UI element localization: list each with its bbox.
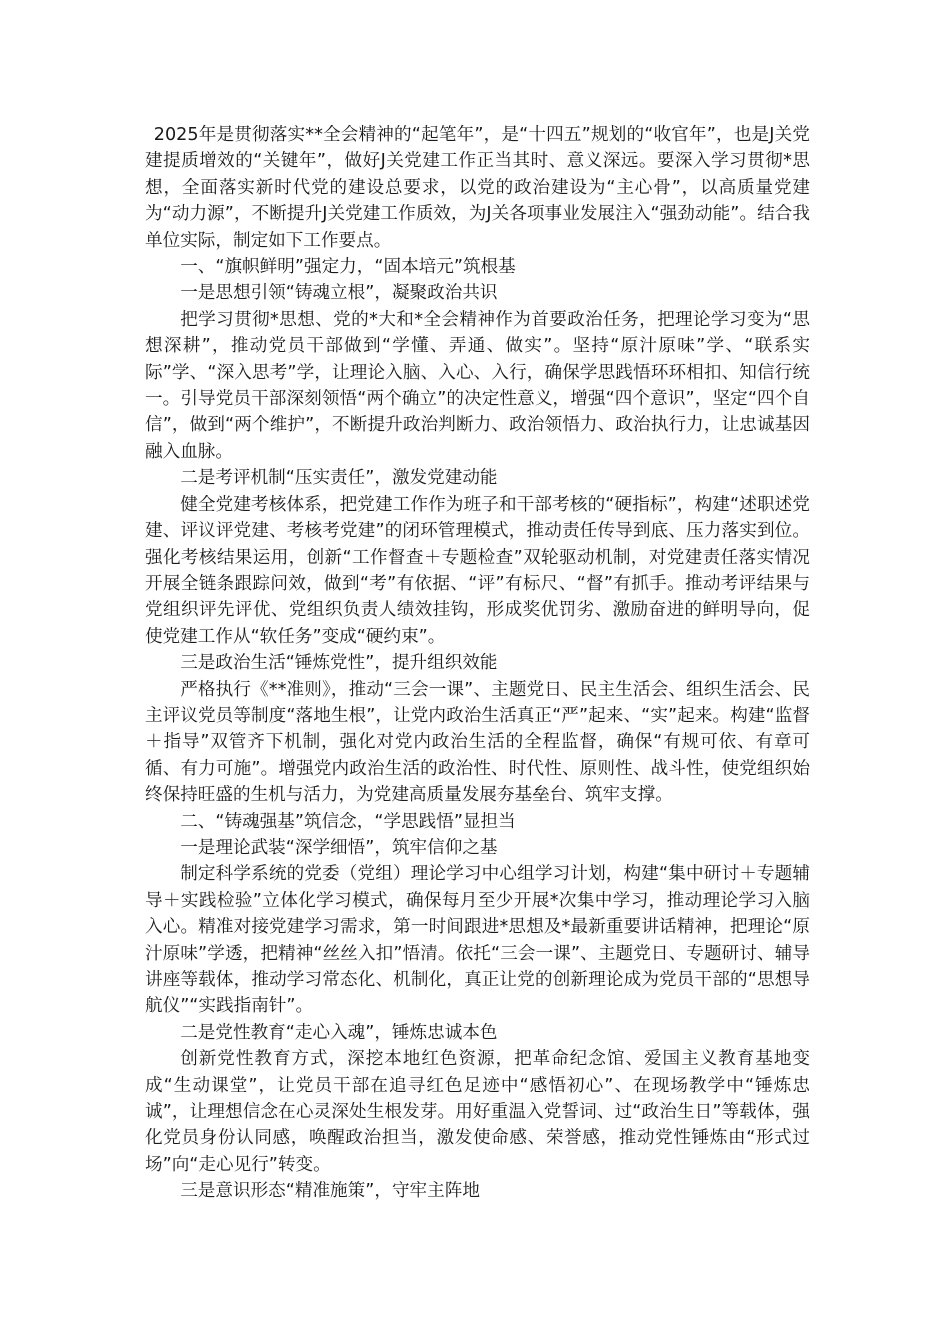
body-paragraph: 制定科学系统的党委（党组）理论学习中心组学习计划，构建“集中研讨＋专题辅导＋实践检验”立体化学习模式，确保每月至少开展*次集中学习，推动理论学习入脑入心。精准对接党建学习需求，第一时间跟进*思想及*最新重要讲话精神，把理论“原汁原味”学透，把精神“丝丝入扣”悟清。依托“三会一课”、主题党日、专题研讨、辅导讲座等载体，推动学习常态化、机制化，真正让党的创新理论成为党员干部的“思想导航仪”“实践指南针”。 [145,864,810,1017]
subheading-2-3: 三是意识形态“精准施策”，守牢主阵地 [180,1181,480,1202]
body-paragraph: 健全党建考核体系，把党建工作作为班子和干部考核的“硬指标”，构建“述职述党建、评议评党建、考核考党建”的闭环管理模式，推动责任传导到底、压力落实到位。强化考核结果运用，创新“工作督查＋专题检查”双轮驱动机制，对党建责任落实情况开展全链条跟踪问效，做到“考”有依据、“评”有标尺、“督”有抓手。推动考评结果与党组织评先评优、党组织负责人绩效挂钩，形成奖优罚劣、激励奋进的鲜明导向，促使党建工作从“软任务”变成“硬约束”。 [145,494,810,647]
section-heading-1: 一、“旗帜鲜明”强定力，“固本培元”筑根基 [180,257,516,278]
subheading-2-2: 二是党性教育“走心入魂”，锤炼忠诚本色 [180,1022,498,1043]
body-paragraph: 严格执行《**准则》，推动“三会一课”、主题党日、民主生活会、组织生活会、民主评议党员等制度“落地生根”，让党内政治生活真正“严”起来、“实”起来。构建“监督＋指导”双管齐下机制，强化对党内政治生活的全程监督，确保“有规可依、有章可循、有力可施”。增强党内政治生活的政治性、时代性、原则性、战斗性，使党组织始终保持旺盛的生机与活力，为党建高质量发展夯基垒台、筑牢支撑。 [145,679,810,806]
section-heading-2: 二、“铸魂强基”筑信念，“学思践悟”显担当 [180,811,516,832]
subheading-2-1: 一是理论武装“深学细悟”，筑牢信仰之基 [180,837,498,858]
subheading-1-3: 三是政治生活“锤炼党性”，提升组织效能 [180,653,498,674]
intro-paragraph: 2025年是贯彻落实**全会精神的“起笔年”，是“十四五”规划的“收官年”，也是J关党建提质增效的“关键年”，做好J关党建工作正当其时、意义深远。要深入学习贯彻*思想，全面落实新时代党的建设总要求，以党的政治建设为“主心骨”，以高质量党建为“动力源”，不断提升J关党建工作质效，为J关各项事业发展注入“强劲动能”。结合我单位实际，制定如下工作要点。 [145,125,810,251]
subheading-1-2: 二是考评机制“压实责任”，激发党建动能 [180,468,498,489]
body-paragraph: 创新党性教育方式，深挖本地红色资源，把革命纪念馆、爱国主义教育基地变成“生动课堂”，让党员干部在追寻红色足迹中“感悟初心”、在现场教学中“锤炼忠诚”，让理想信念在心灵深处生根发芽。用好重温入党誓词、过“政治生日”等载体，强化党员身份认同感，唤醒政治担当，激发使命感、荣誉感，推动党性锤炼由“形式过场”向“走心见行”转变。 [145,1049,810,1175]
body-paragraph: 把学习贯彻*思想、党的*大和*全会精神作为首要政治任务，把理论学习变为“思想深耕”，推动党员干部做到“学懂、弄通、做实”。坚持“原汁原味”学、“联系实际”学、“深入思考”学，让理论入脑、入心、入行，确保学思践悟环环相扣、知信行统一。引导党员干部深刻领悟“两个确立”的决定性意义，增强“四个意识”，坚定“四个自信”，做到“两个维护”，不断提升政治判断力、政治领悟力、政治执行力，让忠诚基因融入血脉。 [145,309,810,462]
document-page [145,122,810,1205]
subheading-1-1: 一是思想引领“铸魂立根”，凝聚政治共识 [180,283,498,304]
